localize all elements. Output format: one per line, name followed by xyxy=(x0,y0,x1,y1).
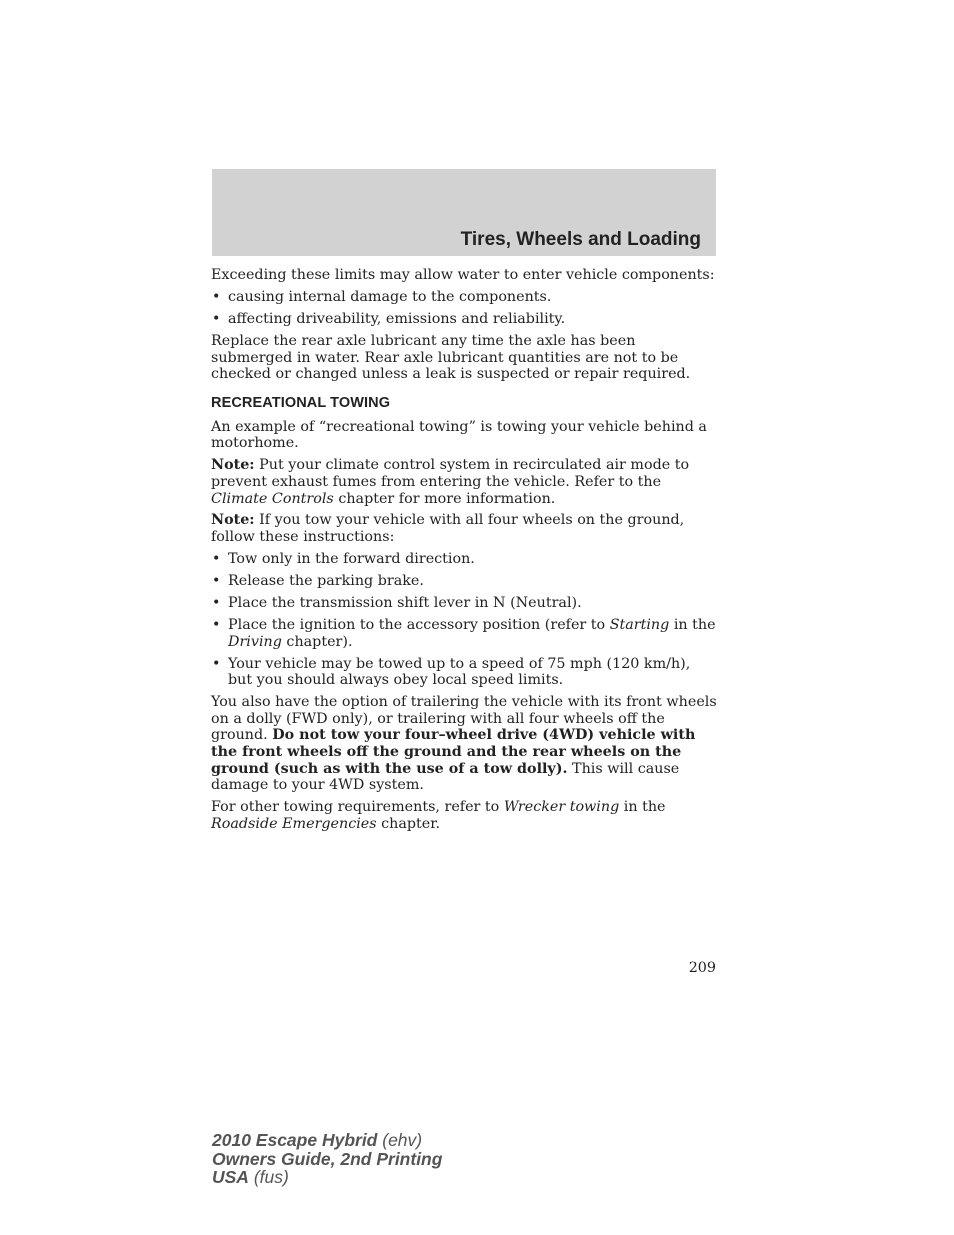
chapter-title: Tires, Wheels and Loading xyxy=(460,229,701,250)
bullet-list-towing xyxy=(211,551,717,689)
list-item: • Place the ignition to the accessory position (refer to Starting in the Driving chapter). xyxy=(212,617,716,650)
document-footer xyxy=(212,1131,442,1187)
paragraph-example: An example of “recreational towing” is towing your vehicle behind a motorhome. xyxy=(211,418,707,452)
list-item: • causing internal damage to the components. xyxy=(212,288,552,305)
warning-text: Do not tow your four–wheel drive (4WD) vehicle with the front wheels off the ground and the rear wheels on the ground (such as with the use of a tow dolly). xyxy=(211,727,696,777)
bullet-icon: • xyxy=(212,617,221,634)
paragraph-other-towing: For other towing requirements, refer to Wrecker towing in the Roadside Emergencies chapter. xyxy=(211,799,666,832)
list-item: • affecting driveability, emissions and reliability. xyxy=(212,310,566,327)
page-content xyxy=(211,267,717,838)
note-label: Note: xyxy=(211,457,255,474)
list-item: • Release the parking brake. xyxy=(212,573,424,590)
chapter-reference: Driving xyxy=(228,633,282,650)
list-item: • Tow only in the forward direction. xyxy=(212,551,475,568)
note-label: Note: xyxy=(211,512,255,529)
section-heading: RECREATIONAL TOWING xyxy=(211,394,391,411)
chapter-reference: Starting xyxy=(609,617,670,634)
bullet-icon: • xyxy=(212,595,221,612)
page-number: 209 xyxy=(688,960,716,976)
bullet-icon: • xyxy=(212,551,221,568)
bullet-icon: • xyxy=(212,573,221,590)
note-four-wheels: Note: If you tow your vehicle with all four wheels on the ground, follow these instructions: xyxy=(211,512,685,546)
footer-line-region: USA (fus) xyxy=(212,1167,289,1187)
note-climate-control: Note: Put your climate control system in recirculated air mode to prevent exhaust fumes from entering the vehicle. Refer to the Climate Controls chapter for more information. xyxy=(211,457,690,507)
paragraph-intro: Exceeding these limits may allow water to enter vehicle components: xyxy=(211,267,715,283)
list-item: • Your vehicle may be towed up to a speed of 75 mph (120 km/h), but you should always obey local speed limits. xyxy=(212,655,691,689)
bullet-list-limits xyxy=(211,289,717,328)
chapter-reference: Roadside Emergencies xyxy=(211,815,377,832)
footer-line-guide: Owners Guide, 2nd Printing xyxy=(212,1148,443,1169)
chapter-header-band xyxy=(212,169,716,256)
bullet-icon: • xyxy=(212,288,221,305)
paragraph-replace-lubricant: Replace the rear axle lubricant any time the axle has been submerged in water. Rear axle lubricant quantities are not to be checked or changed unless a leak is suspected or repair required. xyxy=(211,332,691,383)
list-item: • Place the transmission shift lever in N (Neutral). xyxy=(212,595,582,612)
paragraph-trailering: You also have the option of trailering the vehicle with its front wheels on a dolly (FWD only), or trailering with all four wheels off the ground. Do not tow your four–wheel drive (4WD) vehicle with the front wheels off the ground and the rear wheels on the ground (such as with the use of a tow dolly). This will cause damage to your 4WD system. xyxy=(211,694,717,794)
bullet-icon: • xyxy=(212,310,221,327)
chapter-reference: Wrecker towing xyxy=(503,799,620,816)
bullet-icon: • xyxy=(212,655,221,672)
chapter-reference: Climate Controls xyxy=(211,490,334,507)
footer-line-model: 2010 Escape Hybrid (ehv) xyxy=(212,1130,423,1150)
